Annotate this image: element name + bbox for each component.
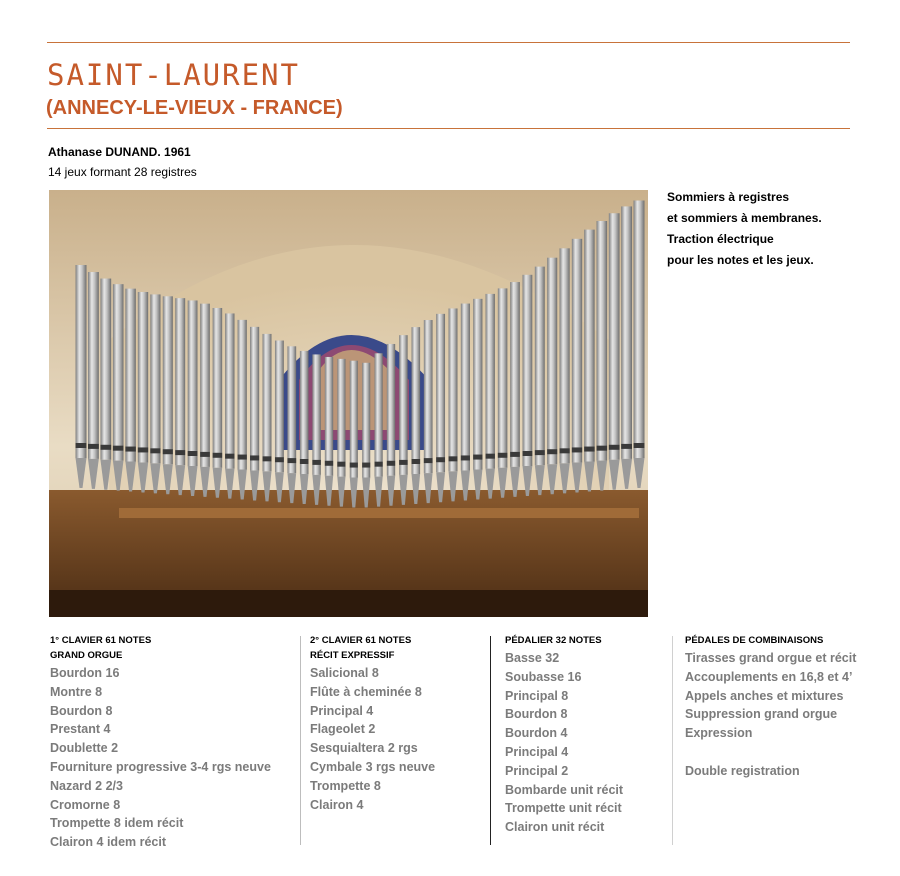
stop-item: Bourdon 16 [50, 666, 120, 680]
column-heading: 2° CLAVIER 61 NOTES [310, 635, 412, 646]
column-divider [300, 636, 301, 845]
stop-item: Principal 8 [505, 688, 569, 703]
column-pedalier [505, 633, 665, 837]
stop-item: Clairon unit récit [505, 820, 605, 835]
technical-line: et sommiers à membranes. [667, 211, 822, 225]
column-heading: PÉDALES DE COMBINAISONS [685, 635, 824, 646]
stop-list [505, 649, 665, 837]
stop-item: Montre 8 [50, 684, 103, 699]
title-rule [47, 128, 850, 129]
column-grand-orgue [50, 633, 290, 852]
technical-line: pour les notes et les jeux. [667, 253, 814, 267]
stop-item: Principal 4 [505, 744, 569, 759]
stop-item: Doublette 2 [50, 741, 119, 756]
column-heading: PÉDALIER 32 NOTES [505, 635, 602, 646]
column-divider [490, 636, 491, 845]
stop-item: Double registration [685, 763, 800, 778]
technical-line: Traction électrique [667, 232, 774, 246]
technical-line: Sommiers à registres [667, 190, 790, 204]
stop-item: Salicional 8 [310, 666, 379, 680]
column-combinaisons [685, 633, 885, 781]
stop-item: Suppression grand orgue [685, 707, 838, 722]
stop-item: Bombarde unit récit [505, 782, 624, 797]
stop-item: Basse 32 [505, 651, 560, 665]
stop-item: Cymbale 3 rgs neuve [310, 759, 436, 774]
stop-item: Clairon 4 idem récit [50, 835, 167, 850]
stop-item: Nazard 2 2/3 [50, 778, 123, 793]
stop-list [50, 664, 290, 852]
stop-item: Principal 2 [505, 763, 569, 778]
column-subheading: RÉCIT EXPRESSIF [310, 650, 395, 661]
stop-item: Accouplements en 16,8 et 4’ [685, 669, 853, 684]
organ-builder: Athanase DUNAND. 1961 [48, 145, 191, 159]
column-heading: 1° CLAVIER 61 NOTES [50, 635, 152, 646]
stop-item: Sesquialtera 2 rgs [310, 741, 418, 756]
stop-item: Principal 4 [310, 703, 374, 718]
technical-description [667, 187, 822, 271]
organ-jeux-count: 14 jeux formant 28 registres [48, 165, 197, 179]
stop-item [685, 743, 885, 762]
stop-item: Fourniture progressive 3-4 rgs neuve [50, 759, 271, 774]
stop-item: Prestant 4 [50, 722, 111, 737]
stop-item: Trompette unit récit [505, 801, 622, 816]
top-rule [47, 42, 850, 43]
stop-item: Tirasses grand orgue et récit [685, 651, 857, 665]
stop-list [685, 649, 885, 781]
stop-item: Soubasse 16 [505, 669, 582, 684]
column-subheading: GRAND ORGUE [50, 650, 123, 661]
stop-item: Trompette 8 [310, 778, 381, 793]
column-recit [310, 633, 480, 814]
stop-item: Bourdon 8 [50, 703, 113, 718]
stop-item: Appels anches et mixtures [685, 688, 844, 703]
column-divider [672, 636, 673, 845]
stop-item: Bourdon 4 [505, 726, 568, 741]
stop-item: Trompette 8 idem récit [50, 816, 184, 831]
stop-item: Cromorne 8 [50, 797, 121, 812]
stop-item: Bourdon 8 [505, 707, 568, 722]
stop-item: Expression [685, 726, 753, 741]
organ-photo [49, 190, 648, 617]
page-subtitle: (ANNECY-LE-VIEUX - FRANCE) [46, 97, 343, 119]
stop-item: Flûte à cheminée 8 [310, 684, 422, 699]
page-title: SAINT-LAURENT [47, 58, 300, 92]
stop-list [310, 664, 480, 814]
stop-item: Clairon 4 [310, 797, 364, 812]
stop-item: Flageolet 2 [310, 722, 376, 737]
